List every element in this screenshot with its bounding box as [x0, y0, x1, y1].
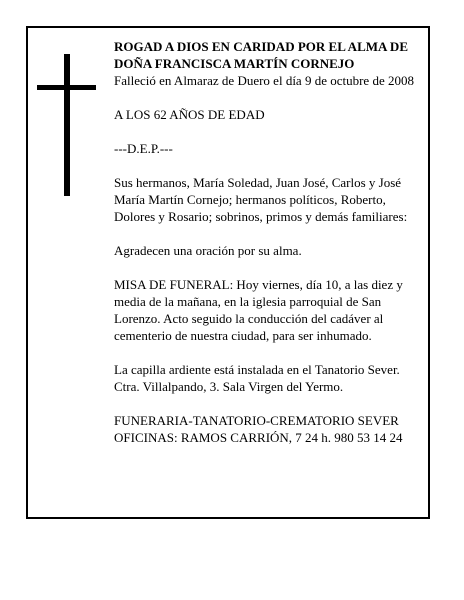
mass-paragraph: MISA DE FUNERAL: Hoy viernes, día 10, a las diez y media de la mañana, en la iglesia parroquial de San Lorenzo. Acto seguido la conducción del cadáver al cementerio de nuestra ciudad, para ser inhumado. — [114, 277, 403, 343]
cross-horizontal-bar — [37, 85, 96, 90]
family-paragraph: Sus hermanos, María Soledad, Juan José, Carlos y José María Martín Cornejo; hermanos políticos, Roberto, Dolores y Rosario; sobrinos, primos y demás familiares: — [114, 175, 408, 224]
obituary-text — [114, 38, 426, 446]
death-notice: Falleció en Almaraz de Duero el día 9 de octubre de 2008 — [114, 73, 414, 88]
thanks-paragraph: Agradecen una oración por su alma. — [114, 243, 302, 258]
rip-line: ---D.E.P.--- — [114, 141, 173, 156]
funeral-home-offices: OFICINAS: RAMOS CARRIÓN, 7 24 h. 980 53 14 24 — [114, 430, 403, 445]
heading-line-1: ROGAD A DIOS EN CARIDAD POR EL ALMA DE — [114, 39, 408, 54]
funeral-home-name: FUNERARIA-TANATORIO-CREMATORIO SEVER — [114, 413, 399, 428]
chapel-paragraph: La capilla ardiente está instalada en el Tanatorio Sever. Ctra. Villalpando, 3. Sala Virgen del Yermo. — [114, 362, 400, 394]
deceased-name: DOÑA FRANCISCA MARTÍN CORNEJO — [114, 56, 355, 71]
cross-vertical-bar — [64, 54, 70, 196]
age-line: A LOS 62 AÑOS DE EDAD — [114, 107, 265, 122]
